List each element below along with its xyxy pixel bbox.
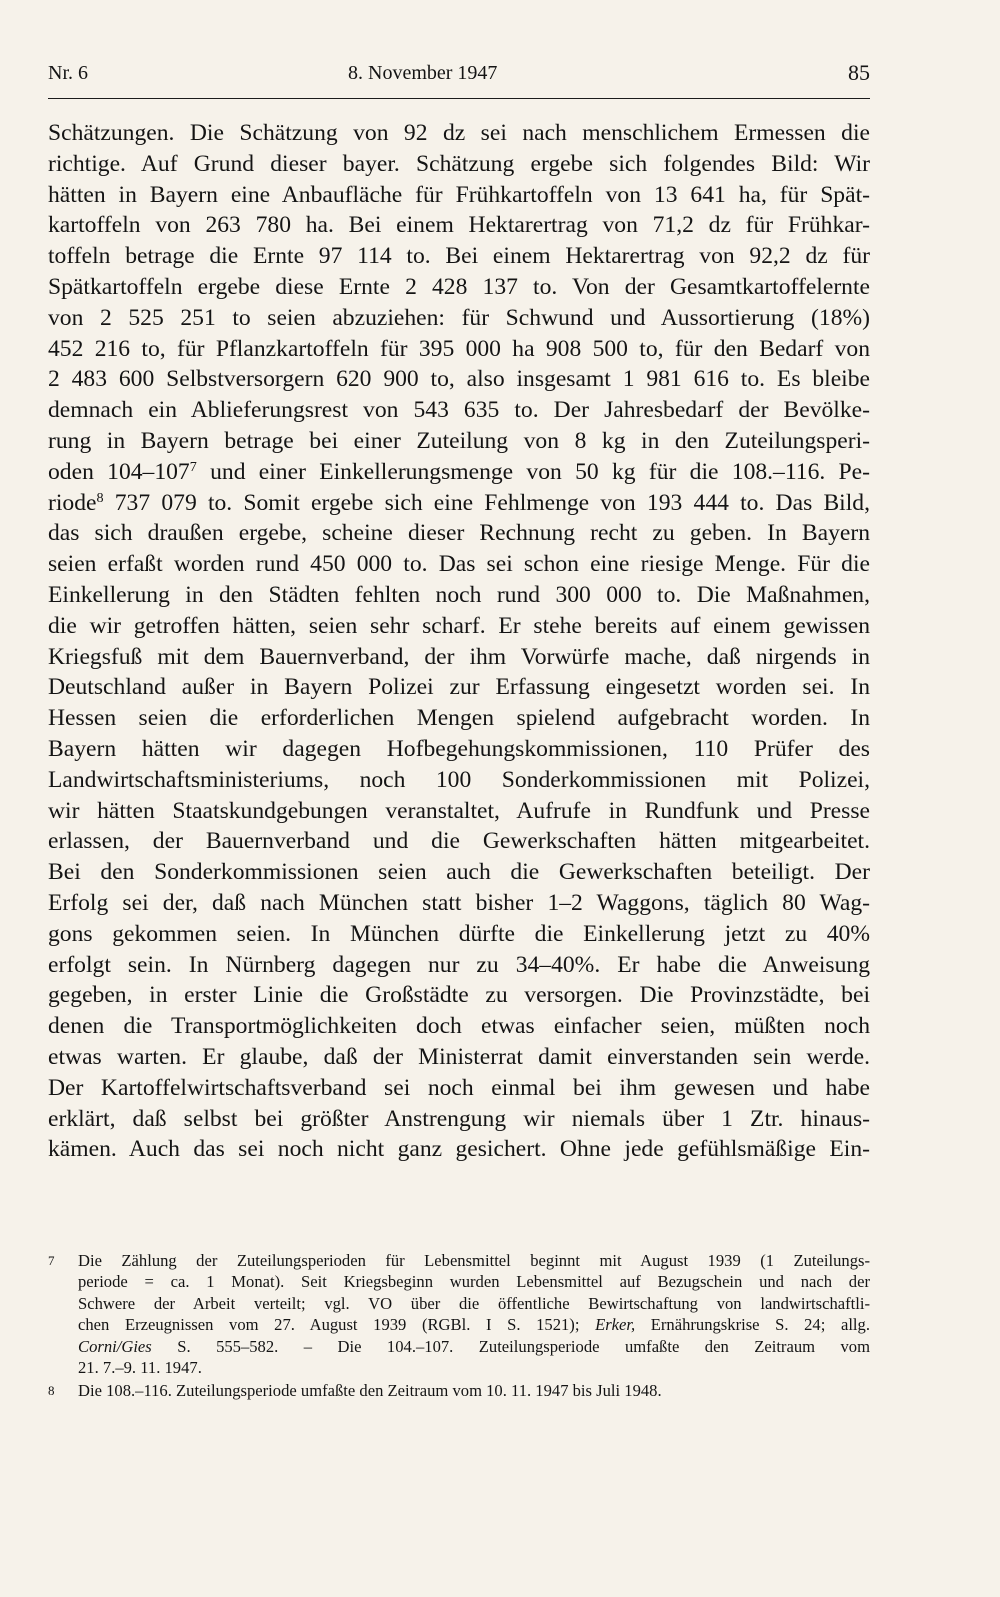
footnote-line: 21. 7.–9. 11. 1947. xyxy=(78,1358,202,1378)
body-line: hätten in Bayern eine Anbaufläche für Frühkartoffeln von 13 641 ha, für Spät- xyxy=(48,181,870,208)
body-text xyxy=(48,118,870,1165)
footnote-line: Die 108.–116. Zuteilungsperiode umfaßte den Zeitraum vom 10. 11. 1947 bis Juli 1948. xyxy=(78,1381,662,1401)
body-line: erklärt, daß selbst bei größter Anstrengung wir niemals über 1 Ztr. hinaus- xyxy=(48,1105,870,1132)
body-line: kämen. Auch das sei noch nicht ganz gesichert. Ohne jede gefühlsmäßige Ein- xyxy=(48,1136,870,1163)
citation-author: Erker, xyxy=(595,1315,636,1335)
footnote-line xyxy=(78,1336,870,1357)
footnote-ref-7[interactable]: 7 xyxy=(189,458,197,475)
citation-author: Corni/Gies xyxy=(78,1336,152,1356)
body-line: demnach ein Ablieferungsrest von 543 635 to. Der Jahresbedarf der Bevölke- xyxy=(48,397,870,424)
body-line: Spätkartoffeln ergebe diese Ernte 2 428 137 to. Von der Gesamtkartoffelernte xyxy=(48,273,870,300)
body-line-start: riode xyxy=(48,489,97,516)
body-line: erlassen, der Bauernverband und die Gewerkschaften hätten mitgearbeitet. xyxy=(48,828,870,855)
page-number: 85 xyxy=(848,60,870,85)
body-line: das sich draußen ergebe, scheine dieser Rechnung recht zu geben. In Bayern xyxy=(48,520,870,547)
body-line: Hessen seien die erforderlichen Mengen spielend aufgebracht worden. In xyxy=(48,705,870,732)
body-line: Deutschland außer in Bayern Polizei zur Erfassung eingesetzt worden sei. In xyxy=(48,674,870,701)
body-line: Bei den Sonderkommissionen seien auch die Gewerkschaften beteiligt. Der xyxy=(48,859,870,886)
body-line: gegeben, in erster Linie die Großstädte zu versorgen. Die Provinzstädte, bei xyxy=(48,982,870,1009)
footnote-line: Schwere der Arbeit verteilt; vgl. VO über die öffentliche Bewirtschaftung von landwirtschaftli- xyxy=(78,1293,870,1313)
body-line: 452 216 to, für Pflanzkartoffeln für 395 000 ha 908 500 to, für den Bedarf von xyxy=(48,335,870,362)
body-line: seien erfaßt worden rund 450 000 to. Das sei schon eine riesige Menge. Für die xyxy=(48,551,870,578)
body-line: Der Kartoffelwirtschaftsverband sei noch einmal bei ihm gewesen und habe xyxy=(48,1074,870,1101)
footnote-line: Die Zählung der Zuteilungsperioden für Lebensmittel beginnt mit August 1939 (1 Zuteilungs- xyxy=(78,1251,870,1270)
running-header xyxy=(48,58,870,99)
body-line: gons gekommen seien. In München dürfte die Einkellerung jetzt zu 40% xyxy=(48,920,870,947)
body-line: rung in Bayern betrage bei einer Zuteilung von 8 kg in den Zuteilungsperi- xyxy=(48,427,870,454)
body-line: erfolgt sein. In Nürnberg dagegen nur zu 34–40%. Er habe die Anweisung xyxy=(48,951,870,978)
body-line: toffeln betrage die Ernte 97 114 to. Bei einem Hektarertrag von 92,2 dz für xyxy=(48,243,870,270)
body-line: kartoffeln von 263 780 ha. Bei einem Hektarertrag von 71,2 dz für Frühkar- xyxy=(48,212,870,239)
footnote-line-end: S. 555–582. – Die 104.–107. Zuteilungsperiode umfaßte den Zeitraum vom xyxy=(151,1336,870,1356)
footnote-line xyxy=(78,1314,870,1335)
body-line: Schätzungen. Die Schätzung von 92 dz sei nach menschlichem Ermessen die xyxy=(48,120,870,146)
body-line: Erfolg sei der, daß nach München statt bisher 1–2 Waggons, täglich 80 Wag- xyxy=(48,889,870,916)
body-line: denen die Transportmöglichkeiten doch etwas einfacher seien, müßten noch xyxy=(48,1013,870,1040)
body-line: wir hätten Staatskundgebungen veranstaltet, Aufrufe in Rundfunk und Presse xyxy=(48,797,870,824)
footnote-line: periode = ca. 1 Monat). Seit Kriegsbeginn wurden Lebensmittel auf Bezugschein und nach der xyxy=(78,1272,870,1292)
issue-number: Nr. 6 xyxy=(48,62,88,84)
footnote-8 xyxy=(48,1380,870,1401)
body-line xyxy=(48,457,870,488)
body-line: richtige. Auf Grund dieser bayer. Schätzung ergebe sich folgendes Bild: Wir xyxy=(48,150,870,177)
footnote-number: 8 xyxy=(48,1383,55,1399)
body-line: etwas warten. Er glaube, daß der Ministerrat damit einverstanden sein werde. xyxy=(48,1043,870,1070)
body-line xyxy=(48,488,870,519)
footnote-7 xyxy=(48,1250,870,1378)
body-line: Bayern hätten wir dagegen Hofbegehungskommissionen, 110 Prüfer des xyxy=(48,735,870,762)
body-line: die wir getroffen hätten, seien sehr scharf. Er stehe bereits auf einem gewissen xyxy=(48,612,870,639)
footnote-number: 7 xyxy=(48,1253,55,1268)
body-line: Landwirtschaftsministeriums, noch 100 Sonderkommissionen mit Polizei, xyxy=(48,766,870,793)
footnote-line-start: chen Erzeugnissen vom 27. August 1939 (RGBl. I S. 1521); xyxy=(78,1315,596,1335)
body-line-end: 737 079 to. Somit ergebe sich eine Fehlmenge von 193 444 to. Das Bild, xyxy=(103,489,870,516)
body-line: Einkellerung in den Städten fehlten noch rund 300 000 to. Die Maßnahmen, xyxy=(48,581,870,608)
body-line: 2 483 600 Selbstversorgern 620 900 to, also insgesamt 1 981 616 to. Es bleibe xyxy=(48,366,870,393)
body-line: Kriegsfuß mit dem Bauernverband, der ihm Vorwürfe mache, daß nirgends in xyxy=(48,643,870,670)
body-line-end: und einer Einkellerungsmenge von 50 kg für die 108.–116. Pe- xyxy=(196,458,871,485)
footnote-line-end: Ernährungskrise S. 24; allg. xyxy=(635,1315,870,1335)
body-line-start: oden 104–107 xyxy=(48,458,190,485)
footnote-ref-8[interactable]: 8 xyxy=(96,489,104,506)
header-date: 8. November 1947 xyxy=(348,62,498,84)
footnotes xyxy=(48,1250,870,1402)
body-line: von 2 525 251 to seien abzuziehen: für Schwund und Aussortierung (18%) xyxy=(48,304,870,331)
